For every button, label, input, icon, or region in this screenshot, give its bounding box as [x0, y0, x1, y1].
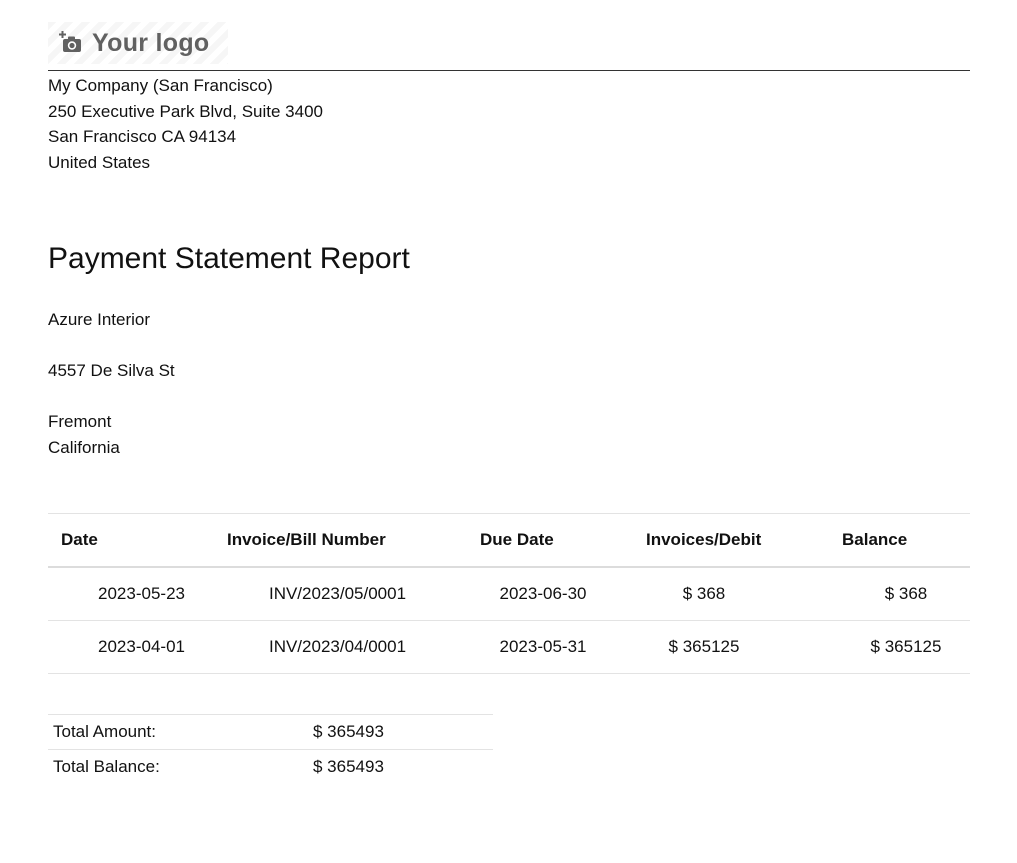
- cell-debit: $ 368: [646, 567, 842, 621]
- partner-address: [48, 307, 970, 460]
- table-header-row: [48, 514, 970, 568]
- cell-balance: $ 365125: [842, 621, 970, 674]
- cell-due-date: 2023-06-30: [480, 567, 646, 621]
- table-row: [48, 567, 970, 621]
- report-title: Payment Statement Report: [48, 242, 410, 275]
- partner-state: California: [48, 437, 120, 457]
- company-name: My Company (San Francisco): [48, 76, 273, 95]
- table-row: [48, 621, 970, 674]
- total-balance-label: Total Balance:: [48, 750, 278, 785]
- total-amount-label: Total Amount:: [48, 715, 278, 750]
- header-balance: Balance: [842, 514, 970, 568]
- cell-invoice-number: INV/2023/05/0001: [227, 567, 480, 621]
- partner-city: Fremont: [48, 412, 112, 431]
- cell-date: 2023-04-01: [48, 621, 227, 674]
- company-address: [48, 73, 970, 175]
- partner-street: 4557 De Silva St: [48, 361, 175, 380]
- cell-balance: $ 368: [842, 567, 970, 621]
- company-city: San Francisco CA 94134: [48, 127, 237, 146]
- total-amount-value: $ 365493: [278, 715, 493, 750]
- cell-debit: $ 365125: [646, 621, 842, 674]
- report-page: [48, 0, 970, 776]
- logo-text: Your logo: [92, 28, 210, 57]
- cell-date: 2023-05-23: [48, 567, 227, 621]
- totals-table: [48, 714, 493, 784]
- header-due-date: Due Date: [480, 514, 646, 568]
- company-logo: [48, 22, 228, 64]
- cell-due-date: 2023-05-31: [480, 621, 646, 674]
- total-amount-row: [48, 715, 493, 750]
- total-balance-row: [48, 750, 493, 785]
- report-header: [48, 0, 970, 71]
- header-date: Date: [48, 514, 227, 568]
- partner-name: Azure Interior: [48, 310, 151, 329]
- statement-table: [48, 513, 970, 674]
- header-invoice-number: Invoice/Bill Number: [227, 514, 480, 568]
- company-street: 250 Executive Park Blvd, Suite 3400: [48, 101, 323, 121]
- total-balance-value: $ 365493: [278, 750, 493, 785]
- cell-invoice-number: INV/2023/04/0001: [227, 621, 480, 674]
- header-debit: Invoices/Debit: [646, 514, 842, 568]
- company-country: United States: [48, 152, 151, 172]
- camera-add-icon: [58, 30, 84, 56]
